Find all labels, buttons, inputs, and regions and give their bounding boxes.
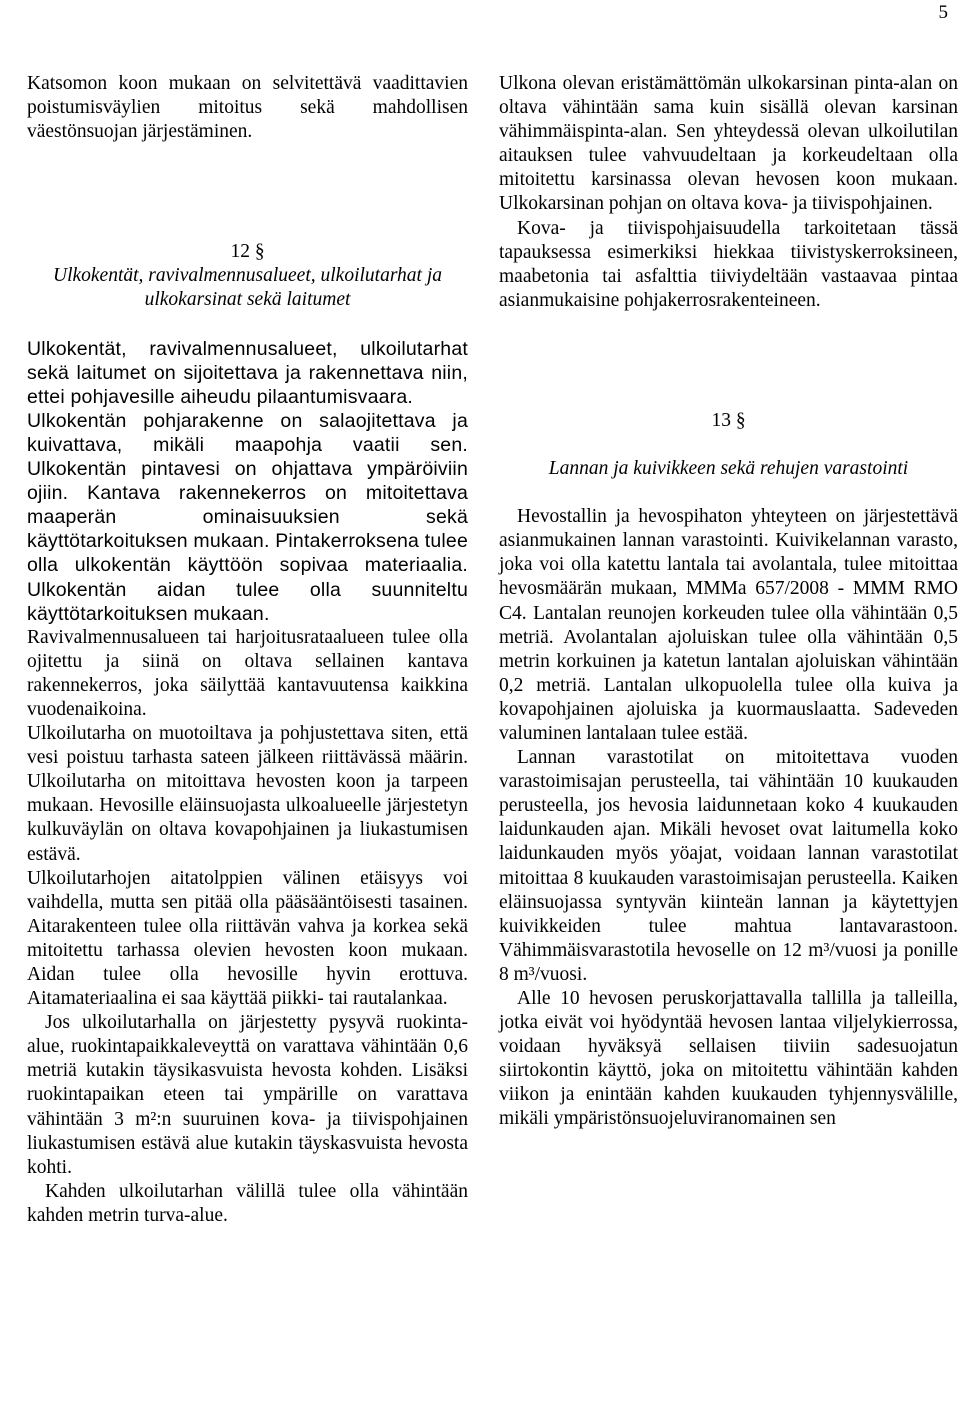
spacer [499,313,958,409]
body-paragraph: Ulkoilutarhojen aitatolppien välinen etäisyys voi vaihdella, mutta sen pitää olla pääsääntöisesti tasainen. Aitarakenteen tulee olla riittävän vahva ja korkea sekä mitoitettu tarhassa olevien hevosten koon mukaan. Aidan tulee olla hevosille hyvin erottuva. Aitamateriaalina ei saa käyttää piikki- tai rautalankaa. [27,867,468,1010]
right-column [499,72,958,1132]
section-12-title: Ulkokentät, ravivalmennusalueet, ulkoilutarhat ja ulkokarsinat sekä laitumet [52,265,443,311]
section-13-number: 13 § [711,409,746,431]
body-paragraph: Hevostallin ja hevospihaton yhteyteen on järjestettävä asianmukainen lannan varastointi. Kuivikelannan varasto, joka voi olla katettu lantala tai avolantala, tulee mitoittaa hevosmäärän mukaan, MMMa 657/2008 - MMM RMO C4. Lantalan reunojen korkeuden tulee olla vähintään 0,5 metriä. Avolantalan ajoluiskan tulee olla vähintään 0,5 metrin korkuinen ja katetun lantalan ajoluiskan vähintään 0,2 metriä. Lantalan ulkopuolella tulee olla kuiva ja kovapohjainen ajoluiska ja kuormauslaatta. Sadeveden valuminen lantalaan tulee estää. [499,506,958,744]
body-paragraph: Kova- ja tiivispohjaisuudella tarkoitetaan tässä tapauksessa esimerkiksi hiekkaa tiivistyskerroksineen, maabetonia tai asfalttia tiiviydeltään vastaavaa pintaa asianmukaisine pohjakerrosrakenteineen. [499,217,958,311]
body-paragraph: Jos ulkoilutarhalla on järjestetty pysyvä ruokinta-alue, ruokintapaikkaleveyttä on varattava vähintään 0,6 metriä kutakin täysikasvuista hevosta kohden. Lisäksi ruokintapaikan eteen tai ympärille on varattava vähintään 3 m²:n suuruinen kova- ja tiivispohjainen liukastumisen estävä alue kutakin täyskasvuista hevosta kohti. [27,1012,468,1178]
spacer [27,313,468,337]
spacer [499,481,958,505]
body-paragraph: Lannan varastotilat on mitoitettava vuoden varastoimisajan perusteella, tai vähintään 10 kuukauden perusteella, jos hevosia laidunnetaan koko 4 kuukauden laidunkauden ajan. Mikäli hevoset ovat laitumella koko laidunkauden myös yöajat, voidaan lannan varastotilat mitoittaa 8 kuukauden varastoimisajan perusteella. Kaiken eläinsuojassa syntyvän kiinteän lannan ja käytettyjen kuivikkeiden tulee mahtua lantavarastoon. Vähimmäisvarastotila hevoselle on 12 m³/vuosi ja ponille 8 m³/vuosi. [499,747,958,985]
body-paragraph: Ravivalmennusalueen tai harjoitusrataalueen tulee olla ojitettu ja siinä on oltava sellainen kantava rakennekerros, joka säilyttää kantavuutensa kaikkina vuodenaikoina. [27,626,468,720]
intro-paragraph: Katsomon koon mukaan on selvitettävä vaadittavien poistumisväylien mitoitus sekä mahdollisen väestönsuojan järjestäminen. [27,73,468,143]
spacer [499,433,958,457]
body-paragraph: Alle 10 hevosen peruskorjattavalla tallilla ja talleilla, jotka eivät voi hyödyntää hevosen lantaa viljelykierrossa, voidaan hyväksyä sellaisen tiiviin sadesuojatun siirtokontin käyttö, joka on mitoitettu vähintään kahden viikon ja enintään kahden kuukauden tyhjennysvälille, mikäli ympäristönsuojeluviranomainen sen [499,988,958,1130]
body-paragraph: Kahden ulkoilutarhan välillä tulee olla vähintään kahden metrin turva-alue. [27,1180,468,1226]
section-13-title: Lannan ja kuivikkeen sekä rehujen varastointi [548,458,909,480]
body-paragraph: Ulkoilutarha on muotoiltava ja pohjustettava siten, että vesi poistuu tarhasta sateen jälkeen riittävässä määrin. Ulkoilutarha on mitoittava hevosten koon ja tarpeen mukaan. Hevosille eläinsuojasta ulkoalueelle järjestetyn kulkuväylän on oltava kovapohjainen ja liukastumisen estävä. [27,723,468,865]
body-paragraph: Ulkokentät, ravivalmennusalueet, ulkoilutarhat sekä laitumet on sijoitettava ja rakennettava niin, ettei pohjavesille aiheudu pilaantumisvaara. [27,337,468,408]
body-paragraph: Ulkona olevan eristämättömän ulkokarsinan pinta-alan on oltava vähintään sama kuin sisällä olevan karsinan vähimmäispinta-alan. Sen yhteydessä olevan ulkoilutilan aitauksen tulee vahvuudeltaan ja korkeudeltaan olla mitoitettu karsinassa olevan hevosen koon mukaan. Ulkokarsinan pohjan on oltava kova- ja tiivispohjainen. [499,73,958,215]
page-number: 5 [938,2,948,23]
spacer [27,144,468,240]
left-column [27,72,468,1228]
body-paragraph: Ulkokentän pohjarakenne on salaojitettava ja kuivattava, mikäli maapohja vaatii sen. Ulkokentän pintavesi on ohjattava ympäröiviin ojiin. Kantava rakennekerros on mitoitettava maaperän ominaisuuksien sekä käyttötarkoituksen mukaan. Pintakerroksena tulee olla ulkokentän käyttöön sopivaa materiaalia. Ulkokentän aidan tulee olla suunniteltu käyttötarkoituksen mukaan. [27,409,468,625]
section-12-number: 12 § [230,241,265,263]
